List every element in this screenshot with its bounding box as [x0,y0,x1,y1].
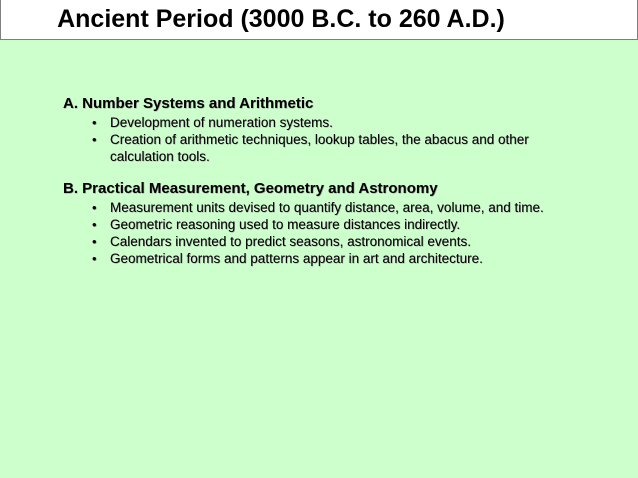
section-heading: A. Number Systems and Arithmetic [63,95,314,112]
bullet-icon: • [92,200,97,215]
list-item [63,114,583,131]
list-item [63,131,583,165]
bullet-icon: • [92,132,97,147]
bullet-text: Development of numeration systems. [110,115,333,130]
section-number-systems [63,94,583,165]
list-item [63,250,583,267]
bullet-list [63,114,583,165]
bullet-icon: • [92,234,97,249]
slide-title: Ancient Period (3000 B.C. to 260 A.D.) [57,5,505,33]
bullet-list [63,199,583,267]
bullet-text: Geometrical forms and patterns appear in art and architecture. [110,251,483,266]
section-practical-measurement [63,179,583,267]
bullet-text: Creation of arithmetic techniques, lookup tables, the abacus and other calculation tools. [110,132,529,164]
slide-content [63,94,583,267]
bullet-text: Measurement units devised to quantify distance, area, volume, and time. [110,200,544,215]
bullet-text: Geometric reasoning used to measure distances indirectly. [110,217,461,232]
list-item [63,233,583,250]
list-item [63,216,583,233]
bullet-icon: • [92,115,97,130]
bullet-text: Calendars invented to predict seasons, astronomical events. [110,234,471,249]
list-item [63,199,583,216]
bullet-icon: • [92,251,97,266]
section-heading: B. Practical Measurement, Geometry and Astronomy [63,180,438,197]
bullet-icon: • [92,217,97,232]
title-bar [0,0,638,40]
